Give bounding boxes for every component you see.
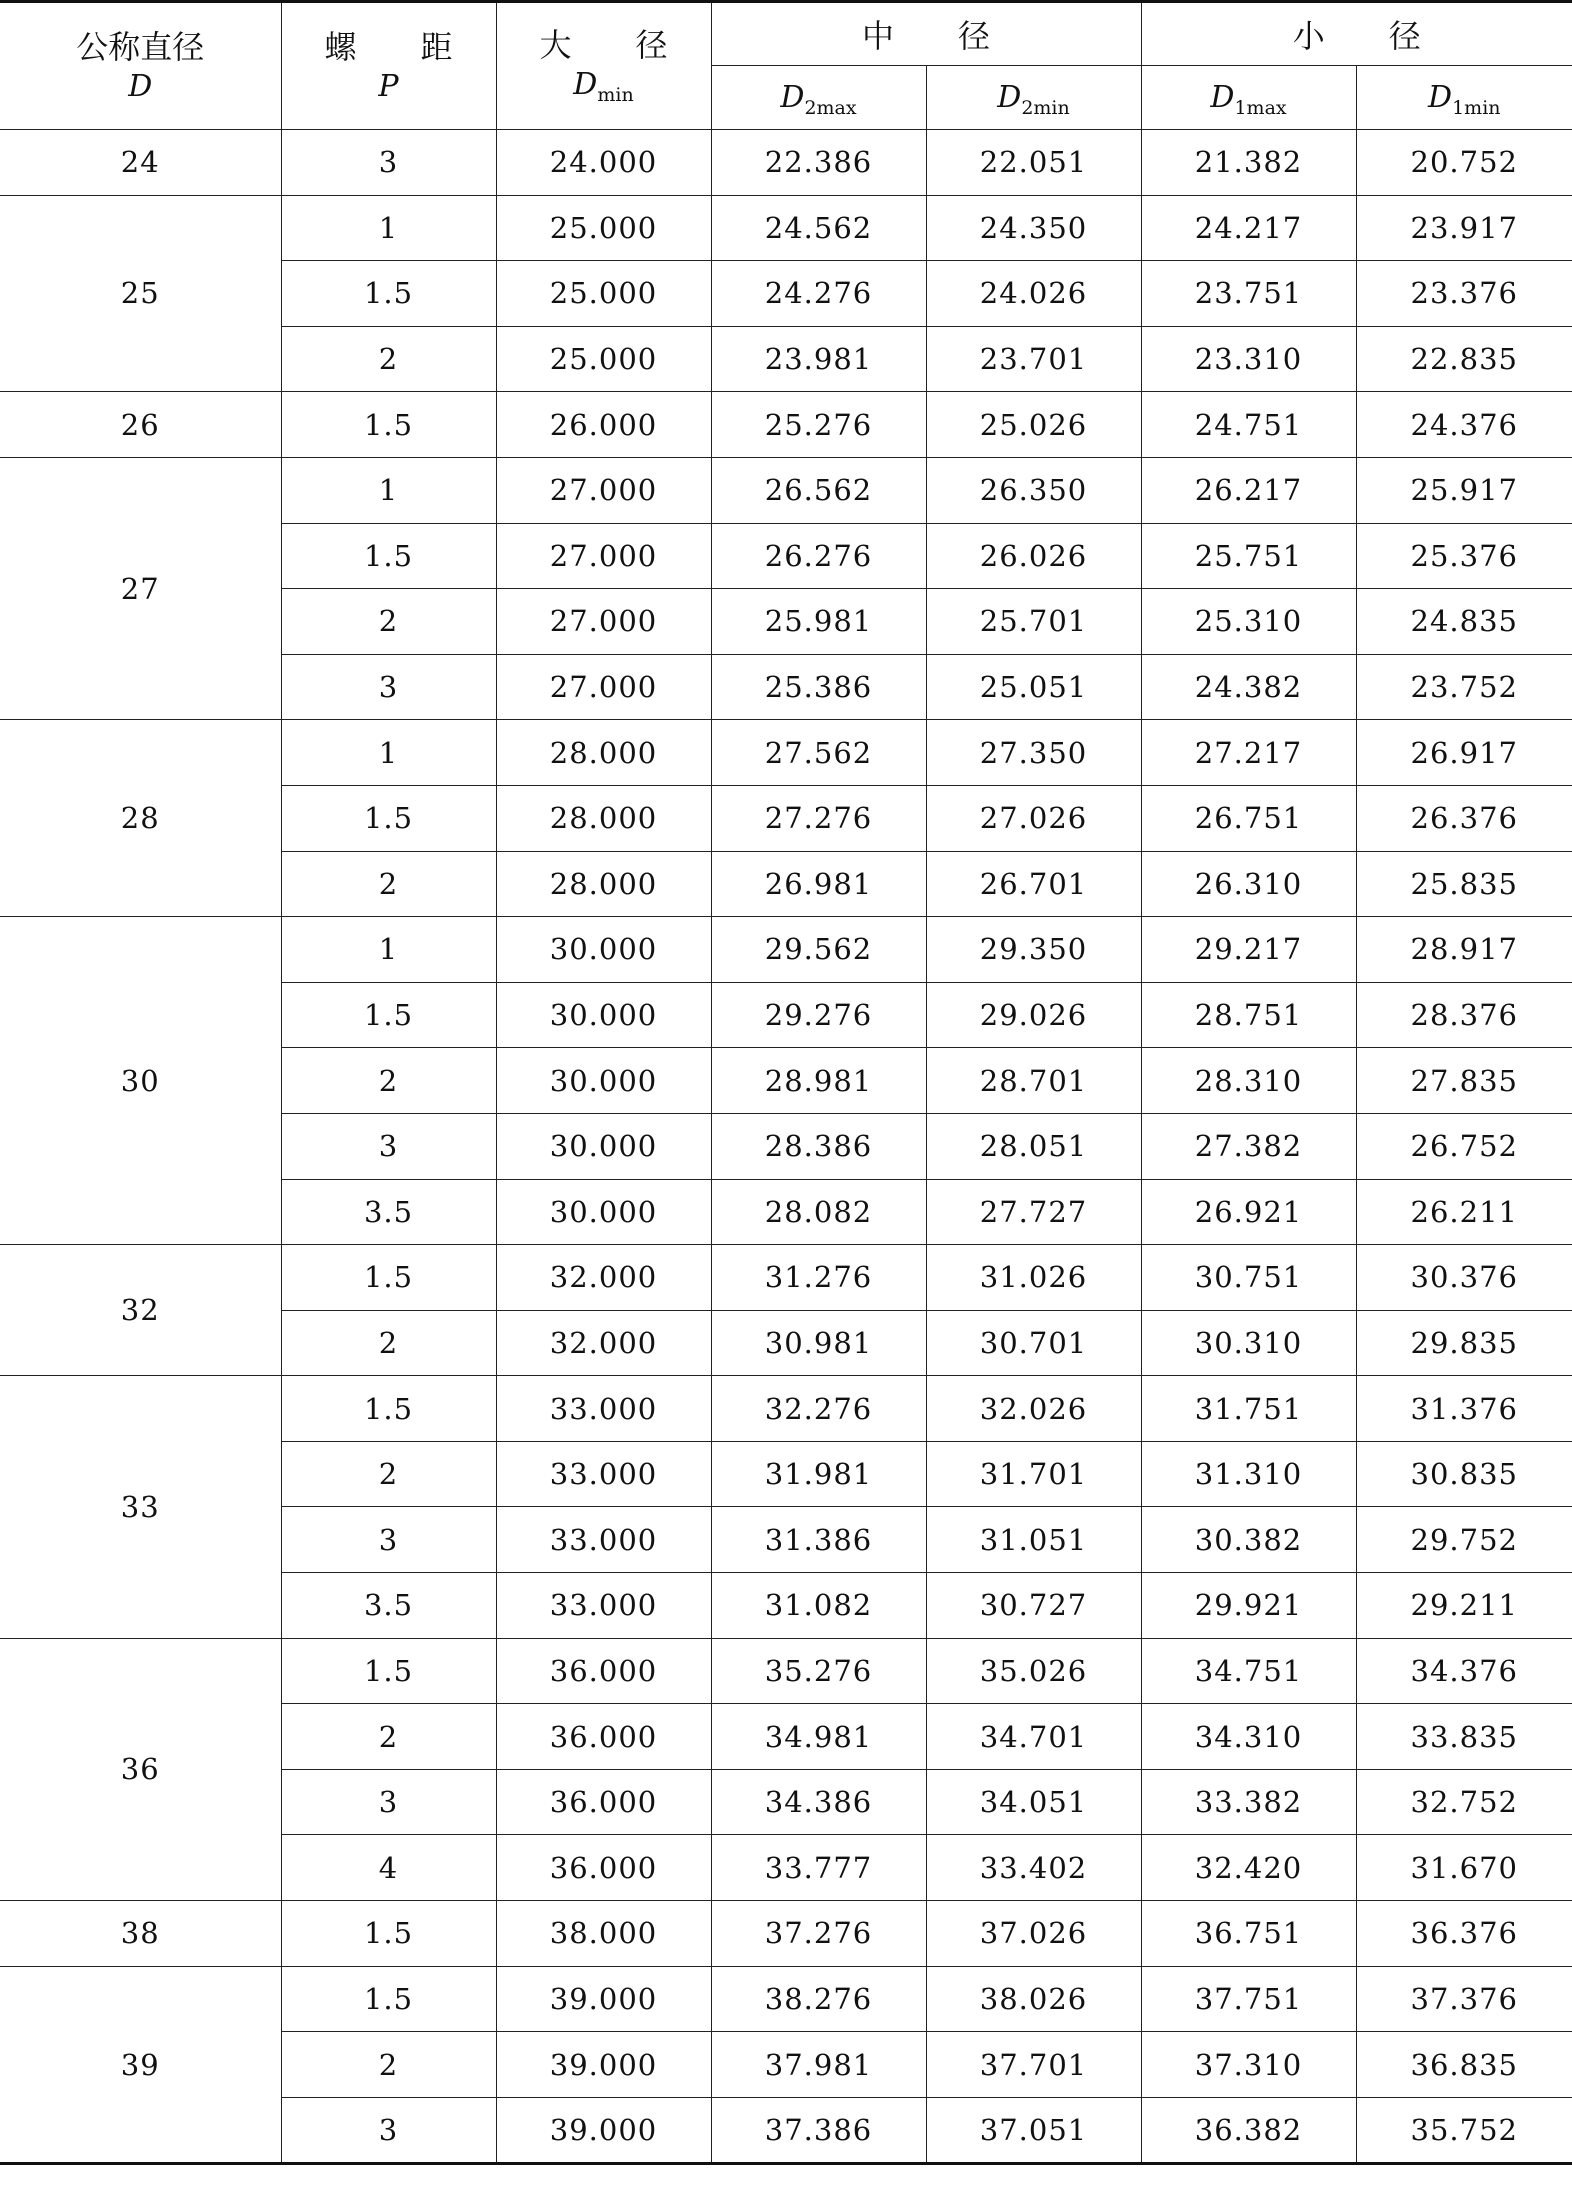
cell-minor-diameter-max: 23.310 <box>1141 326 1356 392</box>
cell-pitch-diameter-min: 25.051 <box>926 654 1141 720</box>
table-row <box>0 1638 1572 1704</box>
cell-major-min: 28.000 <box>496 720 711 786</box>
cell-pitch-diameter-min: 27.350 <box>926 720 1141 786</box>
cell-pitch-diameter-min: 34.701 <box>926 1704 1141 1770</box>
cell-nominal-diameter: 28 <box>0 720 281 917</box>
cell-pitch: 4 <box>281 1835 496 1901</box>
cell-pitch-diameter-min: 31.026 <box>926 1245 1141 1311</box>
header-pitch <box>281 2 496 130</box>
cell-pitch-diameter-min: 38.026 <box>926 1966 1141 2032</box>
cell-pitch: 1.5 <box>281 785 496 851</box>
cell-minor-diameter-max: 30.382 <box>1141 1507 1356 1573</box>
cell-pitch-diameter-max: 23.981 <box>711 326 926 392</box>
table-row <box>0 392 1572 458</box>
cell-pitch: 1.5 <box>281 1638 496 1704</box>
cell-minor-diameter-min: 23.752 <box>1356 654 1572 720</box>
cell-pitch-diameter-max: 31.386 <box>711 1507 926 1573</box>
cell-major-min: 26.000 <box>496 392 711 458</box>
cell-pitch-diameter-max: 22.386 <box>711 130 926 196</box>
cell-minor-diameter-max: 29.921 <box>1141 1573 1356 1639</box>
cell-pitch-diameter-min: 25.026 <box>926 392 1141 458</box>
cell-pitch-diameter-max: 28.082 <box>711 1179 926 1245</box>
cell-pitch: 2 <box>281 851 496 917</box>
cell-nominal-diameter: 33 <box>0 1376 281 1638</box>
cell-minor-diameter-min: 31.670 <box>1356 1835 1572 1901</box>
cell-pitch-diameter-max: 32.276 <box>711 1376 926 1442</box>
cell-minor-diameter-min: 36.835 <box>1356 2032 1572 2098</box>
table-row <box>0 1245 1572 1311</box>
cell-pitch-diameter-min: 26.350 <box>926 457 1141 523</box>
header-major-diameter <box>496 2 711 130</box>
cell-pitch: 2 <box>281 589 496 655</box>
cell-pitch-diameter-max: 31.981 <box>711 1441 926 1507</box>
cell-pitch-diameter-max: 27.276 <box>711 785 926 851</box>
table-row <box>0 917 1572 983</box>
cell-pitch-diameter-max: 28.386 <box>711 1113 926 1179</box>
cell-pitch: 2 <box>281 1441 496 1507</box>
cell-major-min: 30.000 <box>496 1179 711 1245</box>
cell-minor-diameter-max: 37.751 <box>1141 1966 1356 2032</box>
cell-minor-diameter-max: 31.310 <box>1141 1441 1356 1507</box>
cell-minor-diameter-min: 26.376 <box>1356 785 1572 851</box>
cell-pitch: 1 <box>281 457 496 523</box>
cell-minor-diameter-max: 24.751 <box>1141 392 1356 458</box>
cell-minor-diameter-max: 32.420 <box>1141 1835 1356 1901</box>
header-d2min <box>926 66 1141 130</box>
cell-pitch-diameter-min: 26.026 <box>926 523 1141 589</box>
header-nominal-diameter-symbol: D <box>128 68 153 104</box>
cell-pitch-diameter-min: 33.402 <box>926 1835 1141 1901</box>
cell-pitch: 3 <box>281 654 496 720</box>
cell-pitch-diameter-max: 33.777 <box>711 1835 926 1901</box>
cell-pitch-diameter-min: 26.701 <box>926 851 1141 917</box>
cell-pitch-diameter-min: 25.701 <box>926 589 1141 655</box>
table-row <box>0 720 1572 786</box>
cell-pitch-diameter-max: 38.276 <box>711 1966 926 2032</box>
table-row <box>0 130 1572 196</box>
cell-pitch-diameter-max: 25.981 <box>711 589 926 655</box>
cell-pitch: 1.5 <box>281 392 496 458</box>
cell-pitch-diameter-min: 30.701 <box>926 1310 1141 1376</box>
cell-major-min: 36.000 <box>496 1704 711 1770</box>
cell-major-min: 30.000 <box>496 1048 711 1114</box>
cell-major-min: 27.000 <box>496 457 711 523</box>
cell-pitch-diameter-min: 27.727 <box>926 1179 1141 1245</box>
cell-pitch-diameter-max: 34.386 <box>711 1769 926 1835</box>
table-row <box>0 457 1572 523</box>
cell-major-min: 30.000 <box>496 1113 711 1179</box>
cell-pitch-diameter-min: 37.026 <box>926 1901 1141 1967</box>
cell-major-min: 30.000 <box>496 982 711 1048</box>
cell-pitch-diameter-min: 28.701 <box>926 1048 1141 1114</box>
cell-pitch-diameter-min: 34.051 <box>926 1769 1141 1835</box>
cell-pitch: 1 <box>281 195 496 261</box>
cell-minor-diameter-min: 26.917 <box>1356 720 1572 786</box>
cell-major-min: 28.000 <box>496 851 711 917</box>
cell-pitch-diameter-max: 26.276 <box>711 523 926 589</box>
cell-minor-diameter-max: 26.217 <box>1141 457 1356 523</box>
cell-minor-diameter-max: 31.751 <box>1141 1376 1356 1442</box>
cell-minor-diameter-min: 26.211 <box>1356 1179 1572 1245</box>
table-header <box>0 2 1572 130</box>
cell-pitch-diameter-min: 29.026 <box>926 982 1141 1048</box>
header-d1min <box>1356 66 1572 130</box>
cell-minor-diameter-min: 25.835 <box>1356 851 1572 917</box>
cell-nominal-diameter: 30 <box>0 917 281 1245</box>
cell-minor-diameter-max: 29.217 <box>1141 917 1356 983</box>
header-major-symbol-base: D <box>573 66 598 102</box>
header-d1max <box>1141 66 1356 130</box>
cell-minor-diameter-max: 28.310 <box>1141 1048 1356 1114</box>
cell-pitch: 1.5 <box>281 982 496 1048</box>
cell-minor-diameter-max: 34.310 <box>1141 1704 1356 1770</box>
cell-minor-diameter-max: 36.382 <box>1141 2097 1356 2164</box>
header-d1max-base: D <box>1210 79 1235 115</box>
cell-pitch-diameter-min: 24.350 <box>926 195 1141 261</box>
cell-pitch: 1.5 <box>281 1376 496 1442</box>
cell-pitch: 3 <box>281 2097 496 2164</box>
header-d1min-base: D <box>1428 79 1453 115</box>
cell-minor-diameter-max: 30.310 <box>1141 1310 1356 1376</box>
header-major-diameter-symbol <box>497 67 711 107</box>
cell-minor-diameter-max: 23.751 <box>1141 261 1356 327</box>
cell-minor-diameter-min: 31.376 <box>1356 1376 1572 1442</box>
cell-pitch: 1.5 <box>281 523 496 589</box>
cell-minor-diameter-min: 24.835 <box>1356 589 1572 655</box>
cell-nominal-diameter: 32 <box>0 1245 281 1376</box>
cell-minor-diameter-min: 32.752 <box>1356 1769 1572 1835</box>
cell-minor-diameter-min: 36.376 <box>1356 1901 1572 1967</box>
cell-pitch-diameter-max: 24.276 <box>711 261 926 327</box>
header-d2min-subscript: 2min <box>1021 96 1070 119</box>
cell-nominal-diameter: 25 <box>0 195 281 392</box>
cell-minor-diameter-min: 24.376 <box>1356 392 1572 458</box>
cell-minor-diameter-min: 33.835 <box>1356 1704 1572 1770</box>
header-d2min-base: D <box>997 79 1022 115</box>
cell-minor-diameter-max: 37.310 <box>1141 2032 1356 2098</box>
cell-pitch-diameter-max: 34.981 <box>711 1704 926 1770</box>
cell-pitch-diameter-min: 27.026 <box>926 785 1141 851</box>
table-body <box>0 130 1572 2164</box>
cell-pitch-diameter-max: 26.981 <box>711 851 926 917</box>
cell-major-min: 25.000 <box>496 326 711 392</box>
cell-minor-diameter-max: 27.217 <box>1141 720 1356 786</box>
header-major-diameter-label: 大 径 <box>539 26 668 65</box>
cell-minor-diameter-max: 24.382 <box>1141 654 1356 720</box>
cell-minor-diameter-max: 36.751 <box>1141 1901 1356 1967</box>
cell-pitch: 3.5 <box>281 1179 496 1245</box>
cell-major-min: 32.000 <box>496 1310 711 1376</box>
header-major-symbol-subscript: min <box>597 83 634 106</box>
cell-major-min: 25.000 <box>496 195 711 261</box>
cell-minor-diameter-max: 34.751 <box>1141 1638 1356 1704</box>
cell-pitch: 1 <box>281 917 496 983</box>
cell-pitch-diameter-min: 28.051 <box>926 1113 1141 1179</box>
header-d2max-base: D <box>780 79 805 115</box>
cell-major-min: 33.000 <box>496 1573 711 1639</box>
header-d1min-subscript: 1min <box>1452 96 1501 119</box>
cell-pitch: 2 <box>281 1310 496 1376</box>
cell-major-min: 25.000 <box>496 261 711 327</box>
cell-minor-diameter-max: 27.382 <box>1141 1113 1356 1179</box>
cell-pitch-diameter-min: 29.350 <box>926 917 1141 983</box>
table-row <box>0 1966 1572 2032</box>
cell-pitch: 2 <box>281 326 496 392</box>
cell-major-min: 32.000 <box>496 1245 711 1311</box>
cell-minor-diameter-min: 29.835 <box>1356 1310 1572 1376</box>
cell-nominal-diameter: 27 <box>0 457 281 719</box>
cell-minor-diameter-max: 33.382 <box>1141 1769 1356 1835</box>
cell-major-min: 36.000 <box>496 1769 711 1835</box>
cell-minor-diameter-min: 26.752 <box>1356 1113 1572 1179</box>
cell-major-min: 39.000 <box>496 2032 711 2098</box>
cell-major-min: 39.000 <box>496 1966 711 2032</box>
cell-pitch-diameter-max: 27.562 <box>711 720 926 786</box>
cell-pitch-diameter-min: 30.727 <box>926 1573 1141 1639</box>
cell-pitch-diameter-max: 37.386 <box>711 2097 926 2164</box>
cell-major-min: 27.000 <box>496 589 711 655</box>
cell-pitch-diameter-max: 24.562 <box>711 195 926 261</box>
cell-major-min: 39.000 <box>496 2097 711 2164</box>
cell-nominal-diameter: 38 <box>0 1901 281 1967</box>
cell-major-min: 30.000 <box>496 917 711 983</box>
cell-pitch-diameter-max: 31.082 <box>711 1573 926 1639</box>
cell-minor-diameter-min: 34.376 <box>1356 1638 1572 1704</box>
cell-pitch: 1.5 <box>281 261 496 327</box>
cell-pitch-diameter-max: 31.276 <box>711 1245 926 1311</box>
cell-minor-diameter-min: 25.917 <box>1356 457 1572 523</box>
cell-minor-diameter-min: 23.917 <box>1356 195 1572 261</box>
cell-pitch: 1 <box>281 720 496 786</box>
cell-major-min: 24.000 <box>496 130 711 196</box>
table-row <box>0 195 1572 261</box>
cell-major-min: 33.000 <box>496 1507 711 1573</box>
cell-major-min: 27.000 <box>496 523 711 589</box>
cell-minor-diameter-min: 30.376 <box>1356 1245 1572 1311</box>
header-pitch-symbol: P <box>378 68 399 104</box>
cell-pitch: 2 <box>281 2032 496 2098</box>
cell-minor-diameter-min: 23.376 <box>1356 261 1572 327</box>
cell-minor-diameter-max: 28.751 <box>1141 982 1356 1048</box>
header-nominal-diameter <box>0 2 281 130</box>
cell-minor-diameter-max: 24.217 <box>1141 195 1356 261</box>
cell-minor-diameter-max: 25.751 <box>1141 523 1356 589</box>
cell-pitch: 1.5 <box>281 1966 496 2032</box>
header-pitch-diameter: 中 径 <box>711 2 1141 66</box>
cell-pitch-diameter-min: 37.051 <box>926 2097 1141 2164</box>
cell-pitch: 2 <box>281 1048 496 1114</box>
cell-major-min: 33.000 <box>496 1376 711 1442</box>
cell-pitch-diameter-max: 28.981 <box>711 1048 926 1114</box>
cell-minor-diameter-min: 27.835 <box>1356 1048 1572 1114</box>
cell-pitch-diameter-min: 22.051 <box>926 130 1141 196</box>
cell-nominal-diameter: 36 <box>0 1638 281 1900</box>
header-d1max-subscript: 1max <box>1234 96 1287 119</box>
cell-pitch-diameter-max: 37.981 <box>711 2032 926 2098</box>
cell-minor-diameter-min: 28.917 <box>1356 917 1572 983</box>
cell-minor-diameter-min: 37.376 <box>1356 1966 1572 2032</box>
cell-minor-diameter-min: 20.752 <box>1356 130 1572 196</box>
cell-pitch: 3 <box>281 1769 496 1835</box>
cell-major-min: 36.000 <box>496 1835 711 1901</box>
table-row <box>0 1901 1572 1967</box>
cell-pitch-diameter-max: 29.276 <box>711 982 926 1048</box>
cell-pitch: 3 <box>281 130 496 196</box>
cell-pitch-diameter-max: 25.276 <box>711 392 926 458</box>
cell-minor-diameter-max: 26.921 <box>1141 1179 1356 1245</box>
cell-pitch-diameter-max: 29.562 <box>711 917 926 983</box>
cell-minor-diameter-max: 26.310 <box>1141 851 1356 917</box>
cell-major-min: 27.000 <box>496 654 711 720</box>
cell-minor-diameter-min: 25.376 <box>1356 523 1572 589</box>
cell-nominal-diameter: 26 <box>0 392 281 458</box>
cell-pitch-diameter-min: 37.701 <box>926 2032 1141 2098</box>
table-row <box>0 1376 1572 1442</box>
header-nominal-diameter-label: 公称直径 <box>76 28 205 67</box>
cell-minor-diameter-min: 29.752 <box>1356 1507 1572 1573</box>
cell-pitch-diameter-min: 35.026 <box>926 1638 1141 1704</box>
cell-major-min: 33.000 <box>496 1441 711 1507</box>
cell-pitch-diameter-max: 26.562 <box>711 457 926 523</box>
cell-pitch: 1.5 <box>281 1245 496 1311</box>
cell-minor-diameter-min: 29.211 <box>1356 1573 1572 1639</box>
header-d2max <box>711 66 926 130</box>
cell-pitch-diameter-min: 24.026 <box>926 261 1141 327</box>
cell-pitch: 3.5 <box>281 1573 496 1639</box>
header-pitch-label: 螺 距 <box>324 28 453 67</box>
cell-pitch: 3 <box>281 1507 496 1573</box>
cell-nominal-diameter: 24 <box>0 130 281 196</box>
header-d2max-subscript: 2max <box>804 96 857 119</box>
cell-minor-diameter-min: 35.752 <box>1356 2097 1572 2164</box>
cell-minor-diameter-max: 26.751 <box>1141 785 1356 851</box>
cell-pitch: 1.5 <box>281 1901 496 1967</box>
cell-pitch-diameter-max: 35.276 <box>711 1638 926 1704</box>
cell-nominal-diameter: 39 <box>0 1966 281 2164</box>
cell-minor-diameter-max: 21.382 <box>1141 130 1356 196</box>
cell-pitch-diameter-min: 32.026 <box>926 1376 1141 1442</box>
cell-minor-diameter-max: 25.310 <box>1141 589 1356 655</box>
cell-major-min: 28.000 <box>496 785 711 851</box>
cell-minor-diameter-min: 30.835 <box>1356 1441 1572 1507</box>
cell-major-min: 38.000 <box>496 1901 711 1967</box>
cell-minor-diameter-min: 28.376 <box>1356 982 1572 1048</box>
cell-minor-diameter-min: 22.835 <box>1356 326 1572 392</box>
cell-minor-diameter-max: 30.751 <box>1141 1245 1356 1311</box>
header-minor-diameter: 小 径 <box>1141 2 1572 66</box>
cell-pitch: 2 <box>281 1704 496 1770</box>
cell-pitch-diameter-min: 23.701 <box>926 326 1141 392</box>
cell-pitch-diameter-max: 37.276 <box>711 1901 926 1967</box>
cell-pitch-diameter-min: 31.051 <box>926 1507 1141 1573</box>
cell-major-min: 36.000 <box>496 1638 711 1704</box>
cell-pitch: 3 <box>281 1113 496 1179</box>
cell-pitch-diameter-min: 31.701 <box>926 1441 1141 1507</box>
cell-pitch-diameter-max: 30.981 <box>711 1310 926 1376</box>
cell-pitch-diameter-max: 25.386 <box>711 654 926 720</box>
